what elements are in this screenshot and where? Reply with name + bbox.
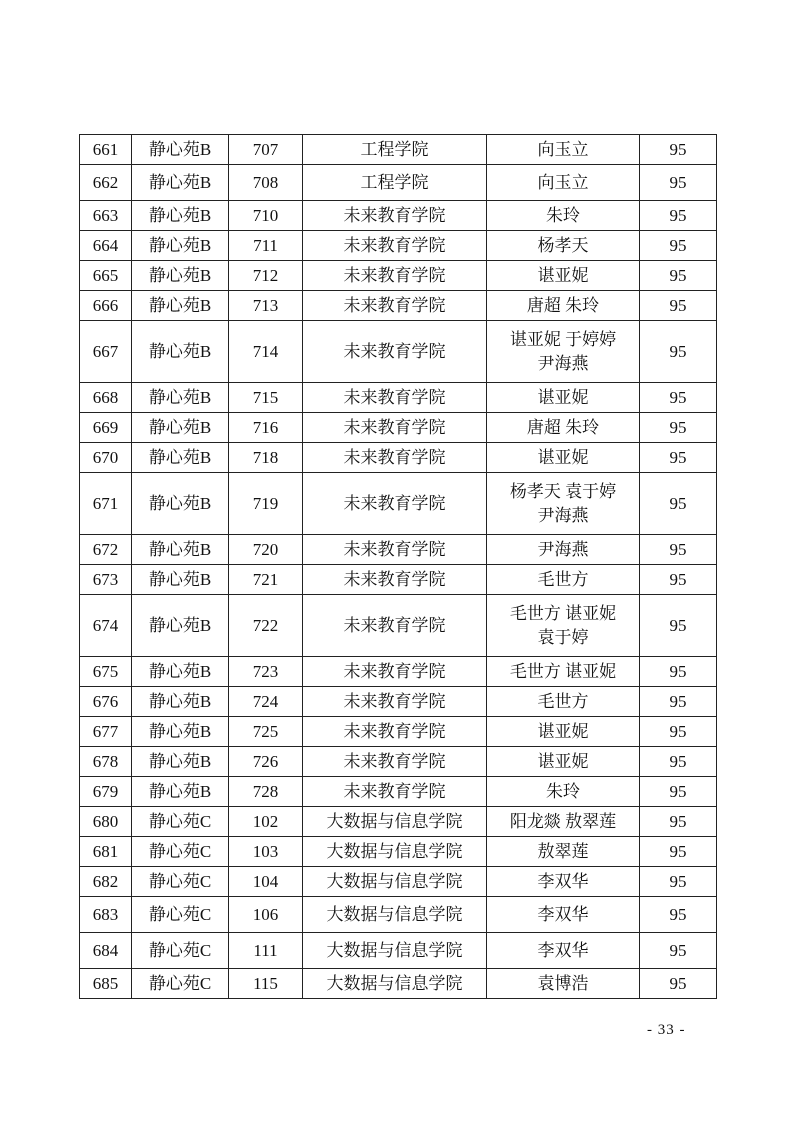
score-cell: 95 <box>640 717 717 747</box>
score-cell: 95 <box>640 969 717 999</box>
inspector-name-line: 朱玲 <box>546 781 580 801</box>
row-number-cell: 661 <box>80 135 132 165</box>
room-number-cell: 719 <box>229 473 303 535</box>
score-cell: 95 <box>640 443 717 473</box>
inspector-name-line: 毛世方 谌亚妮 <box>509 661 617 681</box>
inspector-names-cell <box>487 135 640 165</box>
college-cell: 未来教育学院 <box>303 657 487 687</box>
inspector-names-cell <box>487 595 640 657</box>
row-number-cell: 678 <box>80 747 132 777</box>
table-row <box>80 595 717 657</box>
inspector-name-line: 向玉立 <box>537 139 589 159</box>
inspector-name-line: 谌亚妮 <box>537 751 589 771</box>
table-row <box>80 201 717 231</box>
building-cell: 静心苑B <box>132 565 229 595</box>
building-cell: 静心苑B <box>132 291 229 321</box>
table-row <box>80 261 717 291</box>
room-number-cell: 720 <box>229 535 303 565</box>
table-row <box>80 897 717 933</box>
table-row <box>80 291 717 321</box>
building-cell: 静心苑B <box>132 321 229 383</box>
inspector-names-cell <box>487 969 640 999</box>
score-cell: 95 <box>640 595 717 657</box>
row-number-cell: 682 <box>80 867 132 897</box>
inspector-names-cell <box>487 717 640 747</box>
room-number-cell: 723 <box>229 657 303 687</box>
table-row <box>80 383 717 413</box>
college-cell: 工程学院 <box>303 135 487 165</box>
college-cell: 未来教育学院 <box>303 777 487 807</box>
inspector-name-line: 尹海燕 <box>537 353 589 373</box>
room-number-cell: 712 <box>229 261 303 291</box>
score-cell: 95 <box>640 897 717 933</box>
college-cell: 未来教育学院 <box>303 201 487 231</box>
table-row <box>80 535 717 565</box>
college-cell: 未来教育学院 <box>303 473 487 535</box>
building-cell: 静心苑C <box>132 969 229 999</box>
inspector-names-cell <box>487 807 640 837</box>
table-row <box>80 443 717 473</box>
college-cell: 未来教育学院 <box>303 413 487 443</box>
room-number-cell: 726 <box>229 747 303 777</box>
table-row <box>80 657 717 687</box>
inspector-name-line: 袁博浩 <box>537 973 589 993</box>
room-number-cell: 722 <box>229 595 303 657</box>
building-cell: 静心苑B <box>132 261 229 291</box>
table-row <box>80 165 717 201</box>
college-cell: 未来教育学院 <box>303 687 487 717</box>
score-cell: 95 <box>640 747 717 777</box>
table-row <box>80 231 717 261</box>
inspector-name-line: 敖翠莲 <box>537 841 589 861</box>
building-cell: 静心苑B <box>132 687 229 717</box>
score-cell: 95 <box>640 413 717 443</box>
inspector-names-cell <box>487 443 640 473</box>
row-number-cell: 664 <box>80 231 132 261</box>
inspector-name-line: 唐超 朱玲 <box>526 295 600 315</box>
score-cell: 95 <box>640 201 717 231</box>
college-cell: 大数据与信息学院 <box>303 837 487 867</box>
inspector-name-line: 尹海燕 <box>537 539 589 559</box>
row-number-cell: 662 <box>80 165 132 201</box>
inspector-name-line: 李双华 <box>537 904 589 924</box>
college-cell: 未来教育学院 <box>303 747 487 777</box>
inspector-name-line: 朱玲 <box>546 205 580 225</box>
row-number-cell: 668 <box>80 383 132 413</box>
inspector-names-cell <box>487 231 640 261</box>
inspector-names-cell <box>487 747 640 777</box>
inspector-name-line: 尹海燕 <box>537 505 589 525</box>
building-cell: 静心苑B <box>132 535 229 565</box>
inspector-name-line: 谌亚妮 <box>537 387 589 407</box>
college-cell: 大数据与信息学院 <box>303 933 487 969</box>
inspector-name-line: 谌亚妮 <box>537 265 589 285</box>
college-cell: 未来教育学院 <box>303 231 487 261</box>
inspector-name-line: 阳龙燚 敖翠莲 <box>509 811 617 831</box>
building-cell: 静心苑B <box>132 777 229 807</box>
college-cell: 大数据与信息学院 <box>303 897 487 933</box>
college-cell: 大数据与信息学院 <box>303 807 487 837</box>
inspector-names-cell <box>487 321 640 383</box>
inspector-names-cell <box>487 383 640 413</box>
table-row <box>80 777 717 807</box>
college-cell: 未来教育学院 <box>303 595 487 657</box>
inspector-name-line: 杨孝天 <box>537 235 589 255</box>
building-cell: 静心苑B <box>132 165 229 201</box>
row-number-cell: 684 <box>80 933 132 969</box>
building-cell: 静心苑B <box>132 383 229 413</box>
college-cell: 未来教育学院 <box>303 321 487 383</box>
inspector-names-cell <box>487 413 640 443</box>
building-cell: 静心苑B <box>132 413 229 443</box>
room-number-cell: 106 <box>229 897 303 933</box>
row-number-cell: 677 <box>80 717 132 747</box>
row-number-cell: 683 <box>80 897 132 933</box>
row-number-cell: 663 <box>80 201 132 231</box>
table-row <box>80 837 717 867</box>
inspector-name-line: 毛世方 <box>537 569 589 589</box>
inspector-names-cell <box>487 291 640 321</box>
row-number-cell: 672 <box>80 535 132 565</box>
table-row <box>80 747 717 777</box>
row-number-cell: 667 <box>80 321 132 383</box>
building-cell: 静心苑B <box>132 595 229 657</box>
inspector-name-line: 毛世方 <box>537 691 589 711</box>
row-number-cell: 676 <box>80 687 132 717</box>
row-number-cell: 665 <box>80 261 132 291</box>
row-number-cell: 674 <box>80 595 132 657</box>
room-number-cell: 721 <box>229 565 303 595</box>
score-cell: 95 <box>640 231 717 261</box>
inspector-names-cell <box>487 565 640 595</box>
score-cell: 95 <box>640 837 717 867</box>
table-row <box>80 969 717 999</box>
building-cell: 静心苑B <box>132 201 229 231</box>
inspector-names-cell <box>487 657 640 687</box>
room-number-cell: 708 <box>229 165 303 201</box>
inspector-names-cell <box>487 535 640 565</box>
room-number-cell: 714 <box>229 321 303 383</box>
inspector-names-cell <box>487 777 640 807</box>
college-cell: 大数据与信息学院 <box>303 969 487 999</box>
row-number-cell: 681 <box>80 837 132 867</box>
inspector-names-cell <box>487 261 640 291</box>
building-cell: 静心苑B <box>132 231 229 261</box>
score-cell: 95 <box>640 473 717 535</box>
inspector-name-line: 向玉立 <box>537 172 589 192</box>
score-cell: 95 <box>640 291 717 321</box>
inspector-name-line: 袁于婷 <box>537 627 589 647</box>
score-cell: 95 <box>640 565 717 595</box>
table-row <box>80 135 717 165</box>
score-cell: 95 <box>640 657 717 687</box>
building-cell: 静心苑B <box>132 717 229 747</box>
inspector-names-cell <box>487 837 640 867</box>
room-number-cell: 103 <box>229 837 303 867</box>
row-number-cell: 671 <box>80 473 132 535</box>
row-number-cell: 669 <box>80 413 132 443</box>
score-cell: 95 <box>640 135 717 165</box>
score-cell: 95 <box>640 383 717 413</box>
room-number-cell: 111 <box>229 933 303 969</box>
building-cell: 静心苑B <box>132 135 229 165</box>
score-cell: 95 <box>640 867 717 897</box>
college-cell: 工程学院 <box>303 165 487 201</box>
room-number-cell: 718 <box>229 443 303 473</box>
college-cell: 未来教育学院 <box>303 443 487 473</box>
score-cell: 95 <box>640 321 717 383</box>
inspector-names-cell <box>487 897 640 933</box>
room-number-cell: 710 <box>229 201 303 231</box>
room-number-cell: 728 <box>229 777 303 807</box>
score-cell: 95 <box>640 261 717 291</box>
table-row <box>80 473 717 535</box>
college-cell: 未来教育学院 <box>303 717 487 747</box>
row-number-cell: 679 <box>80 777 132 807</box>
college-cell: 大数据与信息学院 <box>303 867 487 897</box>
inspector-name-line: 李双华 <box>537 871 589 891</box>
score-cell: 95 <box>640 807 717 837</box>
college-cell: 未来教育学院 <box>303 291 487 321</box>
score-cell: 95 <box>640 933 717 969</box>
inspector-names-cell <box>487 687 640 717</box>
score-cell: 95 <box>640 535 717 565</box>
building-cell: 静心苑C <box>132 837 229 867</box>
page-number: - 33 - <box>647 1022 686 1038</box>
table-row <box>80 321 717 383</box>
row-number-cell: 666 <box>80 291 132 321</box>
table-row <box>80 807 717 837</box>
table-row <box>80 687 717 717</box>
college-cell: 未来教育学院 <box>303 261 487 291</box>
table-row <box>80 565 717 595</box>
room-number-cell: 715 <box>229 383 303 413</box>
college-cell: 未来教育学院 <box>303 383 487 413</box>
row-number-cell: 673 <box>80 565 132 595</box>
inspector-name-line: 唐超 朱玲 <box>526 417 600 437</box>
building-cell: 静心苑B <box>132 657 229 687</box>
table-row <box>80 413 717 443</box>
table-row <box>80 933 717 969</box>
building-cell: 静心苑C <box>132 867 229 897</box>
inspector-name-line: 毛世方 谌亚妮 <box>509 603 617 623</box>
inspector-name-line: 谌亚妮 <box>537 721 589 741</box>
inspector-name-line: 谌亚妮 于婷婷 <box>509 329 617 349</box>
room-number-cell: 711 <box>229 231 303 261</box>
building-cell: 静心苑C <box>132 807 229 837</box>
room-number-cell: 716 <box>229 413 303 443</box>
table-row <box>80 867 717 897</box>
inspector-names-cell <box>487 165 640 201</box>
inspector-name-line: 杨孝天 袁于婷 <box>509 481 617 501</box>
college-cell: 未来教育学院 <box>303 535 487 565</box>
inspector-names-cell <box>487 867 640 897</box>
building-cell: 静心苑B <box>132 747 229 777</box>
building-cell: 静心苑B <box>132 473 229 535</box>
table-body <box>80 135 717 999</box>
room-number-cell: 115 <box>229 969 303 999</box>
inspection-table <box>79 134 717 999</box>
row-number-cell: 670 <box>80 443 132 473</box>
score-cell: 95 <box>640 165 717 201</box>
room-number-cell: 707 <box>229 135 303 165</box>
college-cell: 未来教育学院 <box>303 565 487 595</box>
room-number-cell: 725 <box>229 717 303 747</box>
building-cell: 静心苑C <box>132 897 229 933</box>
room-number-cell: 104 <box>229 867 303 897</box>
row-number-cell: 685 <box>80 969 132 999</box>
inspector-names-cell <box>487 201 640 231</box>
score-cell: 95 <box>640 687 717 717</box>
row-number-cell: 675 <box>80 657 132 687</box>
inspector-name-line: 李双华 <box>537 940 589 960</box>
table-row <box>80 717 717 747</box>
building-cell: 静心苑B <box>132 443 229 473</box>
inspector-names-cell <box>487 933 640 969</box>
inspector-name-line: 谌亚妮 <box>537 447 589 467</box>
score-cell: 95 <box>640 777 717 807</box>
row-number-cell: 680 <box>80 807 132 837</box>
inspector-names-cell <box>487 473 640 535</box>
room-number-cell: 724 <box>229 687 303 717</box>
building-cell: 静心苑C <box>132 933 229 969</box>
room-number-cell: 102 <box>229 807 303 837</box>
room-number-cell: 713 <box>229 291 303 321</box>
